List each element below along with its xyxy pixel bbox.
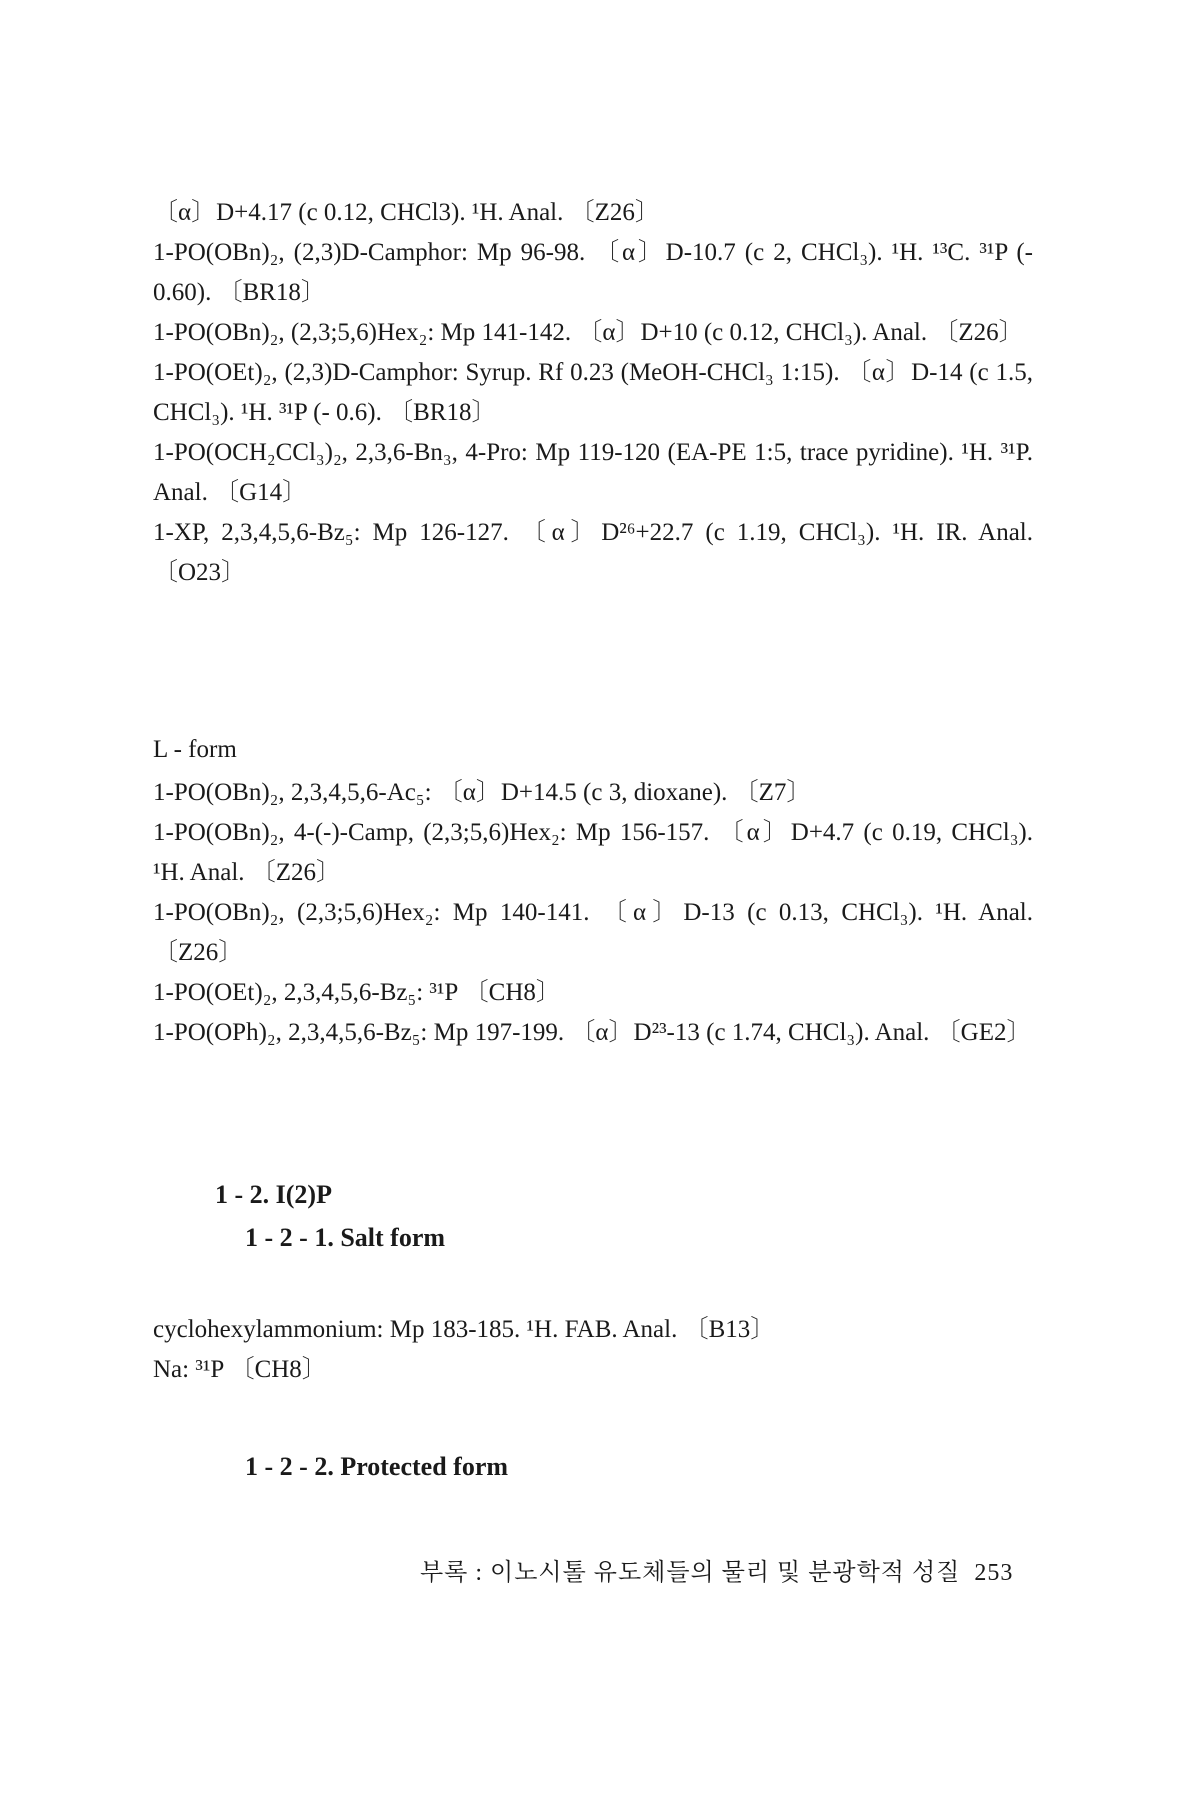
entry-line: 1-PO(OCH₂CCl₃)₂, 2,3,6-Bn₃, 4-Pro: Mp 119-120 (EA-PE 1:5, trace pyridine). ¹H. ³¹P. Anal. 〔G14〕 (153, 439, 1033, 506)
entry-line: cyclohexylammonium: Mp 183-185. ¹H. FAB. Anal. 〔B13〕 (153, 1316, 776, 1343)
section-heading-1-2-2: 1 - 2 - 2. Protected form (245, 1452, 509, 1481)
entry-line: 1-PO(OBn)₂, 4-(-)-Camp, (2,3;5,6)Hex₂: Mp 156-157. 〔α〕D+4.7 (c 0.19, CHCl₃). ¹H. Anal. 〔Z26〕 (153, 819, 1033, 886)
page-number: 253 (974, 1560, 1014, 1586)
section-heading-1-2: 1 - 2. I(2)P (215, 1180, 332, 1209)
footer-title: 부록 : 이노시톨 유도체들의 물리 및 분광학적 성질 (420, 1560, 961, 1586)
entry-line: 1-PO(OBn)₂, (2,3)D-Camphor: Mp 96-98. 〔α〕D-10.7 (c 2, CHCl₃). ¹H. ¹³C. ³¹P (- 0.60). 〔BR18〕 (153, 239, 1033, 306)
entry-line: Na: ³¹P 〔CH8〕 (153, 1356, 327, 1383)
page-footer (420, 1555, 1013, 1591)
entry-line: 1-PO(OEt)₂, 2,3,4,5,6-Bz₅: ³¹P 〔CH8〕 (153, 979, 561, 1006)
entry-line: 1-PO(OBn)₂, (2,3;5,6)Hex₂: Mp 141-142. 〔α〕D+10 (c 0.12, CHCl₃). Anal. 〔Z26〕 (153, 319, 1024, 346)
entry-line: 〔α〕D+4.17 (c 0.12, CHCl3). ¹H. Anal. 〔Z26〕 (153, 199, 660, 226)
entry-line: 1-PO(OBn)₂, 2,3,4,5,6-Ac₅: 〔α〕D+14.5 (c 3, dioxane). 〔Z7〕 (153, 779, 812, 806)
entry-line: 1-PO(OEt)₂, (2,3)D-Camphor: Syrup. Rf 0.23 (MeOH-CHCl₃ 1:15). 〔α〕D-14 (c 1.5, CHCl₃). ¹H. ³¹P (- 0.6). 〔BR18〕 (153, 359, 1033, 426)
entry-line: 1-PO(OPh)₂, 2,3,4,5,6-Bz₅: Mp 197-199. 〔α〕D²³-13 (c 1.74, CHCl₃). Anal. 〔GE2〕 (153, 1019, 1032, 1046)
salt-form-entries (153, 1310, 1033, 1390)
d-form-entries (153, 193, 1033, 593)
l-form-entries (153, 730, 1033, 1053)
entry-line: 1-XP, 2,3,4,5,6-Bz₅: Mp 126-127. 〔α〕D²⁶+22.7 (c 1.19, CHCl₃). ¹H. IR. Anal. 〔O23〕 (153, 519, 1033, 586)
l-form-label: L - form (153, 736, 237, 763)
entry-line: 1-PO(OBn)₂, (2,3;5,6)Hex₂: Mp 140-141. 〔α〕D-13 (c 0.13, CHCl₃). ¹H. Anal. 〔Z26〕 (153, 899, 1033, 966)
section-heading-1-2-1: 1 - 2 - 1. Salt form (245, 1223, 446, 1252)
